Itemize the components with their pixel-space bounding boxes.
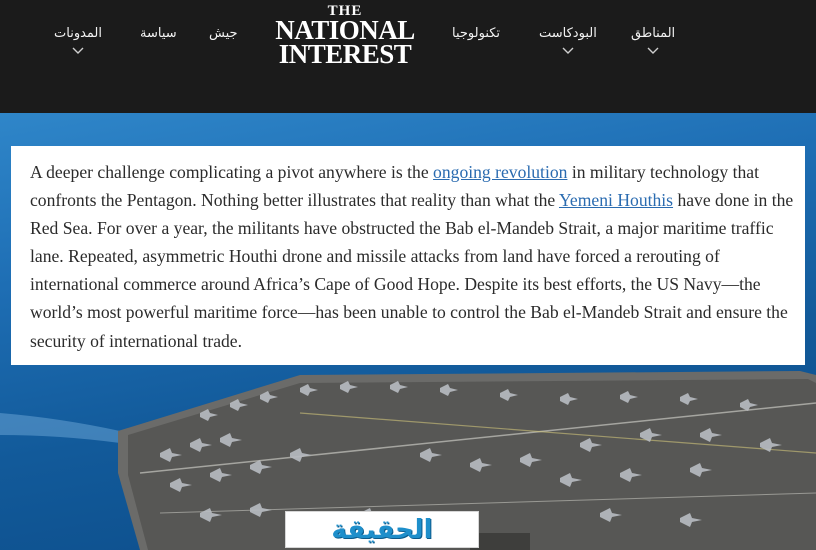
logo-line-interest: INTEREST [278, 39, 412, 69]
chevron-down-icon [562, 47, 574, 55]
watermark-text: الحقيقة [331, 514, 433, 545]
nav-politics[interactable] [140, 26, 177, 41]
logo-line-national: NATIONAL [275, 15, 415, 45]
nav-blogs-label: المدونات [54, 26, 103, 41]
nav-regions-label: المناطق [631, 26, 676, 41]
site-header [0, 0, 816, 113]
nav-military[interactable] [209, 26, 238, 41]
watermark-logo [285, 511, 479, 548]
article-text-2: in military technology that confronts the Pentagon. Nothing better illustrates that reality than what the [30, 162, 759, 211]
nav-technology[interactable] [452, 26, 500, 41]
article-text-3: have done in the Red Sea. For over a year, the militants have obstructed the Bab el-Mandeb Strait, a major maritime traffic lane. Repeated, asymmetric Houthi drone and missile attacks from land have forced a rerouting of international commerce around Africa’s Cape of Good Hope. Despite its best efforts, the US Navy—the world’s most powerful maritime force—has been unable to control the Bab el-Mandeb Strait and ensure the security of international trade. [30, 190, 794, 351]
nav-regions[interactable] [631, 26, 675, 55]
site-logo[interactable] [270, 4, 420, 68]
nav-blogs[interactable] [54, 26, 102, 55]
ongoing-revolution-link[interactable]: ongoing revolution [433, 162, 568, 182]
article-paragraph [11, 146, 805, 365]
nav-politics-label: سياسة [140, 26, 177, 41]
article-text-1: A deeper challenge complicating a pivot anywhere is the [30, 162, 434, 182]
nav-technology-label: تكنولوجيا [452, 26, 501, 41]
nav-podcast[interactable] [539, 26, 597, 55]
chevron-down-icon [72, 47, 84, 55]
nav-military-label: جيش [209, 26, 238, 41]
logo-line-the: THE [327, 3, 363, 19]
nav-podcast-label: البودكاست [539, 26, 597, 41]
yemeni-houthis-link[interactable]: Yemeni Houthis [558, 190, 674, 211]
chevron-down-icon [647, 47, 659, 55]
